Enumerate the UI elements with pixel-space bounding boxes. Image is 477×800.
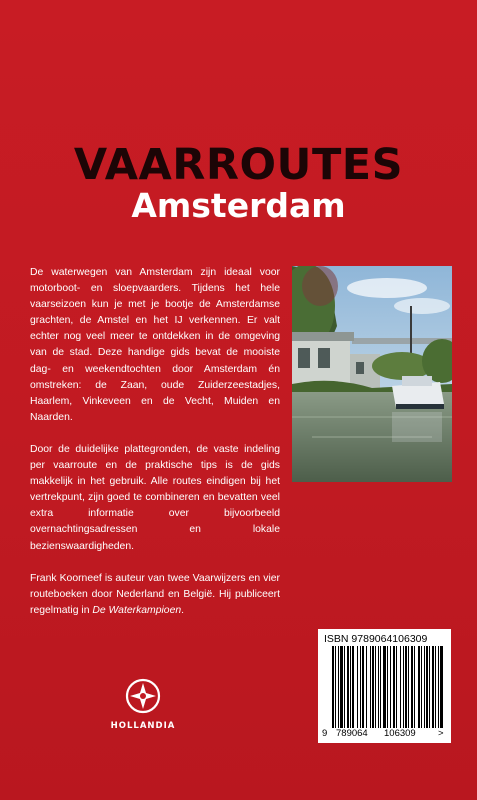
barcode-icon (318, 646, 451, 730)
blurb-text (30, 265, 280, 635)
barcode-arrow: > (438, 728, 444, 739)
cover-title: VAARROUTES (73, 140, 404, 190)
barcode-digits (318, 728, 451, 740)
publisher-name: HOLLANDIA (110, 721, 176, 731)
magazine-title: De Waterkampioen (92, 604, 182, 616)
isbn-label: ISBN 9789064106309 (324, 633, 428, 645)
barcode-digit-group-1: 789064 (336, 728, 368, 739)
blurb-paragraph-2: Door de duidelijke plattegronden, de vaste indeling per vaarroute en de praktische tips is de gids makkelijk in het gebruik. Alle routes eindigen bij het vertrekpunt, zijn goed te combineren en bevatten veel extra informatie over bijvoorbeeld overnachtingsadressen en lokale bezienswaardigheden. (30, 443, 280, 552)
author-bio-end: . (181, 604, 185, 616)
author-bio-text: Frank Koorneef is auteur van twee Vaarwijzers en vier routeboeken door Nederland en België. Hij publiceert regelmatig in (30, 572, 280, 616)
blurb-paragraph-3 (30, 571, 280, 619)
barcode-first-digit: 9 (322, 728, 328, 739)
publisher-logo (108, 678, 178, 731)
blurb-paragraph-1: De waterwegen van Amsterdam zijn ideaal voor motorboot- en sloepvaarders. Tijdens het hele vaarseizoen kun je met je bootje de Amsterdamse grachten, de Amstel en het IJ verkennen. Er valt echter nog veel meer te ontdekken in de omgeving van de stad. Deze handige gids bevat de mooiste dag- en weekendtochten door Amsterdam én omstreken: de Zaan, oude Zuiderzeestadjes, Haarlem, Vinkeveen en de Vecht, Muiden en Naarden. (30, 267, 280, 423)
canal-photo-illustration (292, 266, 452, 482)
canal-photo (292, 266, 452, 482)
barcode-digit-group-2: 106309 (384, 728, 416, 739)
cover-subtitle: Amsterdam (131, 186, 346, 225)
isbn-barcode-box (318, 629, 451, 743)
compass-rose-icon (125, 678, 161, 714)
